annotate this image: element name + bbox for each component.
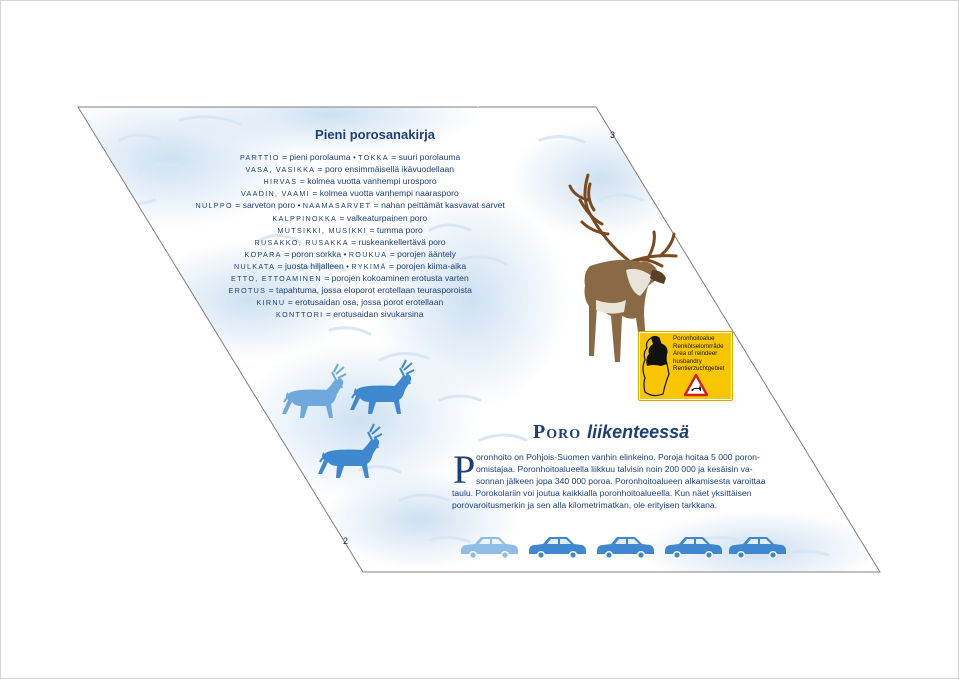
vocab-definition: = erotusaidan sivukarsina xyxy=(323,309,424,320)
page-number-left: 2 xyxy=(343,536,349,546)
car-icon xyxy=(597,537,654,559)
car-icon xyxy=(729,537,786,559)
vocab-definition: = erotusaidan osa, jossa porot erotellaan xyxy=(285,297,444,308)
bullet: • xyxy=(346,261,349,271)
vocab-definition: = ruskeankellertävä poro xyxy=(348,236,446,247)
reindeer-icon xyxy=(318,424,382,478)
vocab-term: NAAMASARVET xyxy=(302,201,372,211)
vocab-definition: = poro ensimmäisellä ikävuodellaan xyxy=(315,164,455,175)
vocab-term: NULKATA xyxy=(234,261,276,271)
vocab-definition: = porojen kiima-aika xyxy=(386,260,467,271)
article-title-word1: Poro xyxy=(533,421,582,443)
vocab-entry xyxy=(276,308,424,321)
vocab-title: Pieni porosanakirja xyxy=(315,127,435,142)
page-number-right: 3 xyxy=(610,130,616,140)
vocab-term: KALPPINOKKA xyxy=(272,213,338,223)
finland-map-icon xyxy=(641,334,673,398)
vocab-definition: = juosta hiljalleen xyxy=(275,260,347,271)
article-line: oronhoito on Pohjois-Suomen vanhin elinkeino. Poroja hoitaa 5 000 poron- xyxy=(476,452,760,462)
sign-line: husbandry xyxy=(673,357,702,365)
reindeer-area-sign xyxy=(638,331,733,401)
vocab-definition: = suuri porolauma xyxy=(388,152,461,162)
vocab-term: TOKKA xyxy=(358,153,389,162)
vocab-definition: = kolmea vuotta vanhempi urosporo xyxy=(297,176,437,187)
sign-line: Renkötselomrråde xyxy=(673,342,724,350)
article-line: sonnan jälkeen jopa 340 000 poroa. Poronhoitoalueen alkamisesta varoittaa xyxy=(476,476,766,486)
vocab-definition: = valkeaturpainen poro xyxy=(337,212,428,223)
sign-line: Rentierzuchtgebiet xyxy=(673,365,725,373)
bullet: • xyxy=(297,201,301,211)
drop-cap: P xyxy=(453,447,476,492)
vocab-term: VAADIN, VAAMI xyxy=(241,189,310,199)
car-icon xyxy=(665,537,722,559)
vocab-term: RUSAKKO, RUSAKKA xyxy=(254,237,349,247)
reindeer-icon xyxy=(350,360,414,414)
vocab-term: KOPARA xyxy=(244,249,282,259)
vocab-term: ETTO, ETTOAMINEN xyxy=(231,274,322,283)
vocab-definition: = tapahtuma, jossa eloporot erotellaan teurasporoista xyxy=(266,285,472,296)
vocab-term: NULPPO xyxy=(195,201,233,211)
bullet: • xyxy=(352,153,356,162)
vocab-definition: = porojen ääntely xyxy=(387,248,456,259)
vocab-definition: = porojen kokoaminen erotusta varten xyxy=(321,273,469,283)
vocab-term: KONTTORI xyxy=(276,310,324,320)
article-line: omistajaa. Poronhoitoalueella liikkuu talvisin noin 200 000 ja kesäisin va- xyxy=(476,464,753,474)
vocab-definition: = sarveton poro xyxy=(232,200,298,211)
bullet: • xyxy=(343,249,347,259)
vocab-definition: = nahan peittämät kasvavat sarvet xyxy=(371,200,505,211)
article-title-word2: liikenteessä xyxy=(587,422,690,442)
vocab-definition: = poron sorkka xyxy=(281,248,344,259)
reindeer-icon xyxy=(282,364,346,418)
article-line: porovaroitusmerkin ja sen alla kilometrimatkan, ole erityisen tarkkana. xyxy=(452,500,718,510)
vocab-definition: = tumma poro xyxy=(367,224,423,235)
vocab-term: RYKIMÄ xyxy=(351,261,387,271)
vocab-term: PARTTIO xyxy=(240,153,280,162)
car-icon xyxy=(529,537,586,559)
vocab-term: ROUKUA xyxy=(348,249,388,259)
vocab-term: KIRNU xyxy=(256,298,286,308)
reindeer-warning-icon xyxy=(683,373,709,397)
car-icons xyxy=(455,533,795,561)
sign-text xyxy=(673,335,725,373)
car-icon xyxy=(461,537,518,559)
article-line: taulu. Porokolariin voi joutua kaikkialla poronhoitoalueella. Kun näet yksittäisen xyxy=(452,488,752,498)
sign-line: Poronhoitoalue xyxy=(673,335,715,342)
vocab-term: EROTUS xyxy=(228,286,267,296)
vocab-term: MUTSIKKI, MUSIKKI xyxy=(277,225,368,235)
sign-line: Area of reindeer xyxy=(673,350,718,358)
article-heading xyxy=(533,421,689,444)
vocab-definition: = pieni porolauma xyxy=(279,152,353,162)
reindeer-icons xyxy=(278,358,428,478)
vocab-definition: = kolmea vuotta vanhempi naarasporo xyxy=(309,188,459,199)
vocab-term: HIRVAS xyxy=(263,177,298,187)
vocab-term: VASA, VASIKKA xyxy=(245,165,316,175)
